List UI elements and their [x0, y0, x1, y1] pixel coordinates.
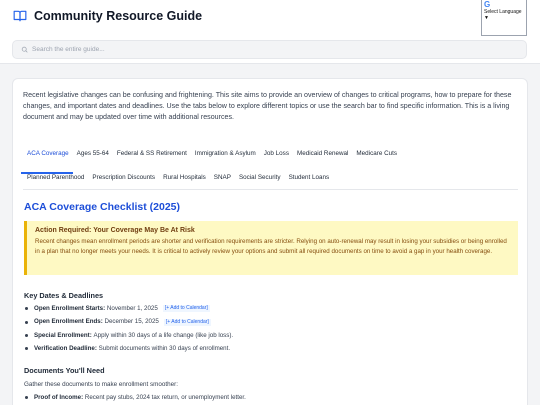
content-card: [12, 78, 528, 405]
list-item: [24, 342, 233, 355]
language-selector[interactable]: [481, 0, 527, 36]
search-input[interactable]: [32, 46, 482, 53]
tab-rural-hospitals[interactable]: Rural Hospitals: [163, 174, 206, 181]
search-icon: [21, 46, 28, 53]
list-item-text: December 15, 2025: [104, 318, 159, 326]
app-title: Community Resource Guide: [34, 9, 203, 23]
list-item-text: November 1, 2025: [106, 305, 158, 312]
key-dates-heading: Key Dates & Deadlines: [24, 291, 104, 300]
bullet-icon: [25, 334, 28, 337]
list-item-label: Proof of Income:: [34, 394, 84, 401]
tab-medicare-cuts[interactable]: Medicare Cuts: [356, 150, 398, 157]
list-item: [24, 315, 233, 328]
tab-ages-55-64[interactable]: Ages 55-64: [76, 150, 109, 157]
list-item: [24, 329, 233, 342]
tab-immigration-asylum[interactable]: Immigration & Asylum: [194, 150, 256, 157]
tab-planned-parenthood[interactable]: Planned Parenthood: [27, 174, 85, 181]
bullet-icon: [25, 321, 28, 324]
documents-list: [24, 391, 246, 404]
bullet-icon: [25, 347, 28, 350]
list-item: [24, 302, 233, 315]
list-item-label: Verification Deadline:: [34, 345, 97, 353]
tab-snap[interactable]: SNAP: [213, 174, 231, 181]
section-title: ACA Coverage Checklist (2025): [24, 201, 181, 213]
bullet-icon: [25, 307, 28, 310]
tab-aca-coverage[interactable]: ACA Coverage: [27, 150, 69, 157]
language-selector-label: Select Language: [484, 9, 522, 15]
book-icon: [13, 9, 27, 23]
list-item-label: Open Enrollment Ends:: [34, 318, 103, 326]
tab-social-security[interactable]: Social Security: [238, 174, 281, 181]
search-bar: [12, 40, 527, 59]
list-item-text: Apply within 30 days of a life change (like job loss).: [93, 331, 234, 339]
documents-heading: Documents You'll Need: [24, 366, 105, 375]
warning-alert: [24, 221, 518, 275]
tabs-row-1: [23, 150, 401, 157]
list-item-label: Open Enrollment Starts:: [34, 305, 106, 312]
list-item-text: Submit documents within 30 days of enrollment.: [98, 345, 231, 353]
add-to-calendar-button[interactable]: [+ Add to Calendar]: [164, 305, 208, 312]
alert-title: Action Required: Your Coverage May Be At Risk: [35, 227, 195, 234]
tab-prescription-discounts[interactable]: Prescription Discounts: [92, 174, 156, 181]
documents-intro: Gather these documents to make enrollment smoother:: [24, 381, 179, 388]
list-item: [24, 391, 246, 404]
tabs-divider: [23, 189, 518, 190]
alert-body: Recent changes mean enrollment periods are shorter and verification requirements are stricter. Relying on auto-renewal may result in losing your subsidies or being enrolled in a plan that no longer meets your needs. It is critical to actively review your options and submit all required documents on time to avoid a gap in your health coverage.: [35, 238, 507, 255]
google-translate-icon: G: [484, 0, 491, 9]
chevron-down-icon: ▼: [484, 15, 489, 21]
bullet-icon: [25, 396, 28, 399]
tab-federal-ss-retirement[interactable]: Federal & SS Retirement: [116, 150, 187, 157]
brand[interactable]: [13, 9, 202, 23]
tab-student-loans[interactable]: Student Loans: [288, 174, 330, 181]
tab-job-loss[interactable]: Job Loss: [263, 150, 289, 157]
list-item-label: Special Enrollment:: [34, 331, 92, 339]
add-to-calendar-button[interactable]: [+ Add to Calendar]: [165, 318, 209, 325]
top-bar: [0, 0, 540, 64]
list-item-text: Recent pay stubs, 2024 tax return, or unemployment letter.: [84, 394, 246, 401]
key-dates-list: [24, 302, 233, 356]
intro-text: Recent legislative changes can be confusing and frightening. This site aims to provide an overview of changes to critical programs, how to prepare for these changes, and important dates and deadlines. Use the tabs below to explore different topics or use the search bar to find specific information. This is a living document and may be updated over time with additional resources.: [23, 91, 512, 121]
tab-medicaid-renewal[interactable]: Medicaid Renewal: [296, 150, 349, 157]
tabs-row-2: [23, 174, 333, 181]
